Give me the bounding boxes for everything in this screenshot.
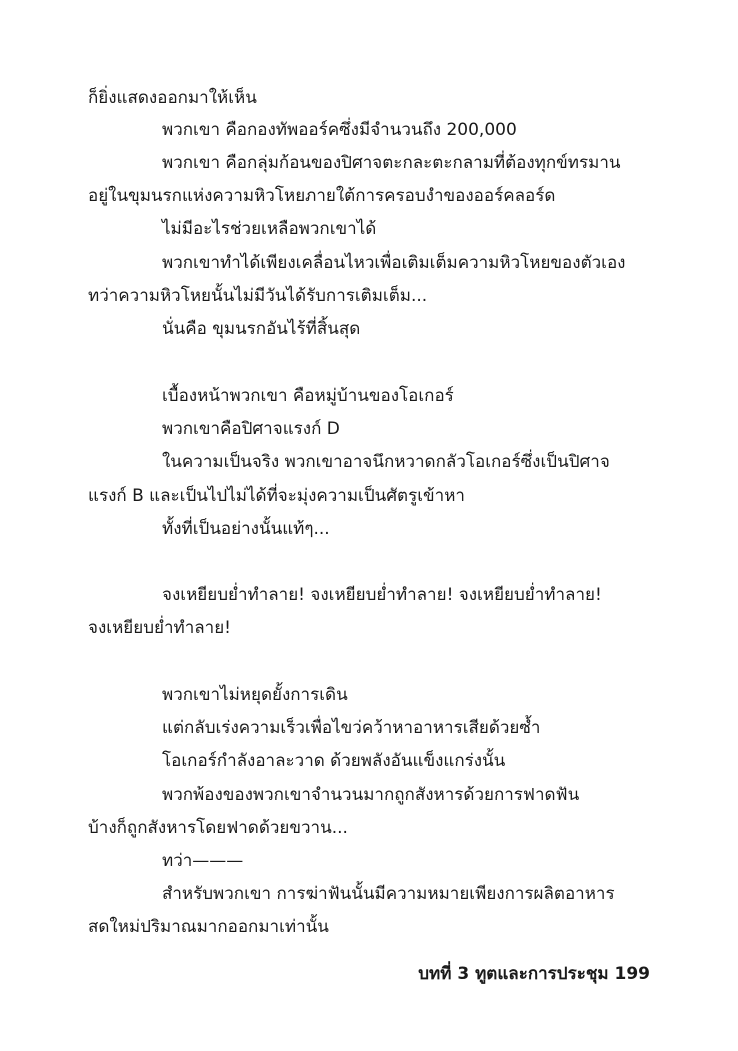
- text-line: นั่นคือ ขุมนรกอันไร้ที่สิ้นสุด: [162, 319, 361, 339]
- text-line: จงเหยียบย่ำทำลาย!: [88, 618, 231, 638]
- text-line: แต่กลับเร่งความเร็วเพื่อไขว่คว้าหาอาหารเสียด้วยซ้ำ: [162, 718, 541, 738]
- text-line: บ้างก็ถูกสังหารโดยฟาดด้วยขวาน...: [88, 818, 348, 838]
- text-line: พวกเขา คือกลุ่มก้อนของปิศาจตะกละตะกลามที่ต้องทุกข์ทรมาน: [162, 153, 621, 173]
- text-line: อยู่ในขุมนรกแห่งความหิวโหยภายใต้การครอบงำของออร์คลอร์ด: [88, 186, 556, 206]
- text-line: ทว่าความหิวโหยนั้นไม่มีวันได้รับการเติมเต็ม...: [88, 286, 428, 306]
- text-line: จงเหยียบย่ำทำลาย! จงเหยียบย่ำทำลาย! จงเหยียบย่ำทำลาย!: [162, 585, 602, 605]
- text-line: ทว่า———: [162, 851, 244, 871]
- text-line: ทั้งที่เป็นอย่างนั้นแท้ๆ...: [162, 519, 330, 539]
- text-line: สำหรับพวกเขา การฆ่าฟันนั้นมีความหมายเพียงการผลิตอาหาร: [162, 884, 615, 904]
- text-line: แรงก์ B และเป็นไปไม่ได้ที่จะมุ่งความเป็นศัตรูเข้าหา: [88, 486, 465, 506]
- text-line: ไม่มีอะไรช่วยเหลือพวกเขาได้: [162, 219, 377, 239]
- text-line: พวกเขา คือกองทัพออร์คซึ่งมีจำนวนถึง 200,000: [162, 120, 517, 140]
- text-line: ในความเป็นจริง พวกเขาอาจนึกหวาดกลัวโอเกอร์ซึ่งเป็นปิศาจ: [162, 452, 610, 472]
- text-line: โอเกอร์กำลังอาละวาด ด้วยพลังอันแข็งแกร่งนั้น: [162, 751, 506, 771]
- page-footer: บทที่ 3 ทูตและการประชุม 199: [418, 964, 650, 984]
- text-line: ก็ยิ่งแสดงออกมาให้เห็น: [88, 88, 257, 108]
- text-line: พวกเขาไม่หยุดยั้งการเดิน: [162, 685, 348, 705]
- text-line: เบื้องหน้าพวกเขา คือหมู่บ้านของโอเกอร์: [162, 386, 454, 406]
- text-line: พวกเขาคือปิศาจแรงก์ D: [162, 419, 340, 439]
- text-line: พวกพ้องของพวกเขาจำนวนมากถูกสังหารด้วยการฟาดฟัน: [162, 785, 580, 805]
- text-line: สดใหม่ปริมาณมากออกมาเท่านั้น: [88, 917, 329, 937]
- text-line: พวกเขาทำได้เพียงเคลื่อนไหวเพื่อเติมเต็มความหิวโหยของตัวเอง: [162, 253, 626, 273]
